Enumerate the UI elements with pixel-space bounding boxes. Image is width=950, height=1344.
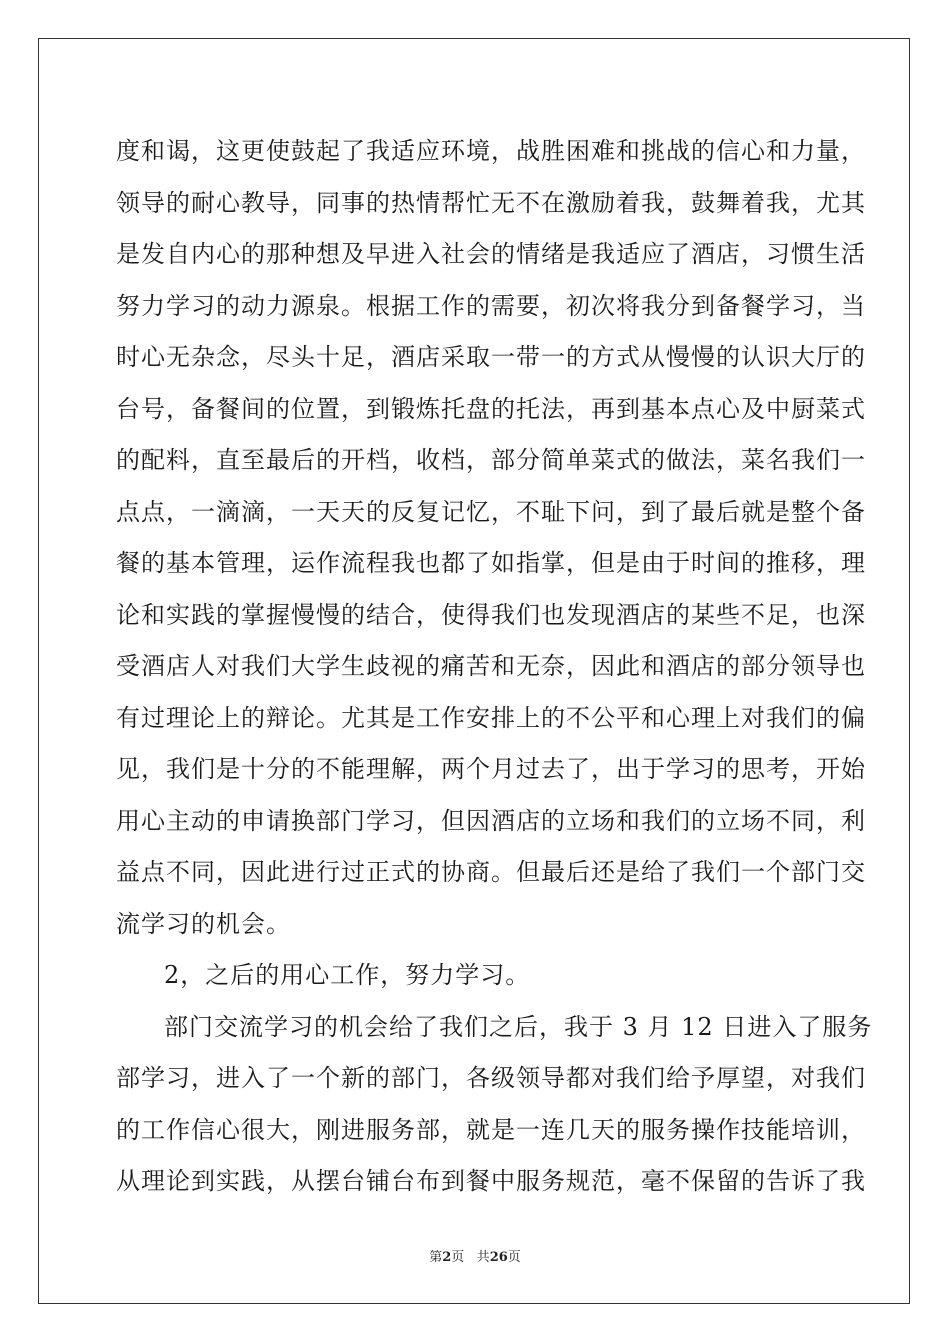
text-line: 见，我们是十分的不能理解，两个月过去了，出于学习的思考，开始 — [116, 755, 866, 783]
text-line: 点点，一滴滴，一天天的反复记忆，不耻下问，到了最后就是整个备 — [116, 497, 866, 526]
total-page-count: 26 — [489, 1250, 508, 1265]
text-line: 益点不同，因此进行过正式的协商。但最后还是给了我们一个部门交 — [116, 858, 866, 886]
text-line: 部门交流学习的机会给了我们之后，我于 3 月 12 日进入了服务 — [164, 1012, 873, 1041]
footer-page-unit: 页 — [451, 1250, 465, 1265]
text-line: 部学习，进入了一个新的部门，各级领导都对我们给予厚望，对我们 — [116, 1064, 866, 1092]
text-line: 的配料，直至最后的开档，收档，部分简单菜式的做法，菜名我们一 — [116, 446, 866, 474]
current-page-number: 2 — [442, 1250, 452, 1265]
text-line: 是发自内心的那种想及早进入社会的情绪是我适应了酒店，习惯生活 — [116, 240, 866, 268]
footer-prefix: 第 — [429, 1250, 443, 1265]
text-line: 领导的耐心教导，同事的热情帮忙无不在激励着我，鼓舞着我，尤其 — [116, 188, 866, 217]
text-line: 流学习的机会。 — [116, 909, 291, 938]
text-line: 努力学习的动力源泉。根据工作的需要，初次将我分到备餐学习，当 — [116, 291, 866, 320]
text-line: 度和谒，这更使鼓起了我适应环境，战胜困难和挑战的信心和力量， — [116, 137, 866, 165]
text-line: 台号，备餐间的位置，到锻炼托盘的托法，再到基本点心及中厨菜式 — [116, 394, 866, 423]
text-line: 用心主动的申请换部门学习，但因酒店的立场和我们的立场不同，利 — [116, 806, 866, 835]
text-line: 有过理论上的辩论。尤其是工作安排上的不公平和心理上对我们的偏 — [116, 703, 866, 732]
text-line: 的工作信心很大，刚进服务部，就是一连几天的服务操作技能培训， — [116, 1115, 866, 1144]
footer-total-prefix: 共 — [476, 1250, 490, 1265]
page-footer — [0, 1246, 950, 1265]
text-line: 论和实践的掌握慢慢的结合，使得我们也发现酒店的某些不足，也深 — [116, 600, 866, 629]
document-body — [116, 126, 873, 1208]
text-line: 受酒店人对我们大学生歧视的痛苦和无奈，因此和酒店的部分领导也 — [116, 652, 866, 680]
section-heading: 2，之后的用心工作，努力学习。 — [164, 961, 531, 989]
text-line: 从理论到实践，从摆台铺台布到餐中服务规范，毫不保留的告诉了我 — [116, 1167, 866, 1195]
footer-total-unit: 页 — [507, 1250, 521, 1265]
text-line: 时心无杂念，尽头十足，酒店采取一带一的方式从慢慢的认识大厅的 — [116, 343, 866, 371]
text-line: 餐的基本管理，运作流程我也都了如指掌，但是由于时间的推移，理 — [116, 549, 866, 577]
